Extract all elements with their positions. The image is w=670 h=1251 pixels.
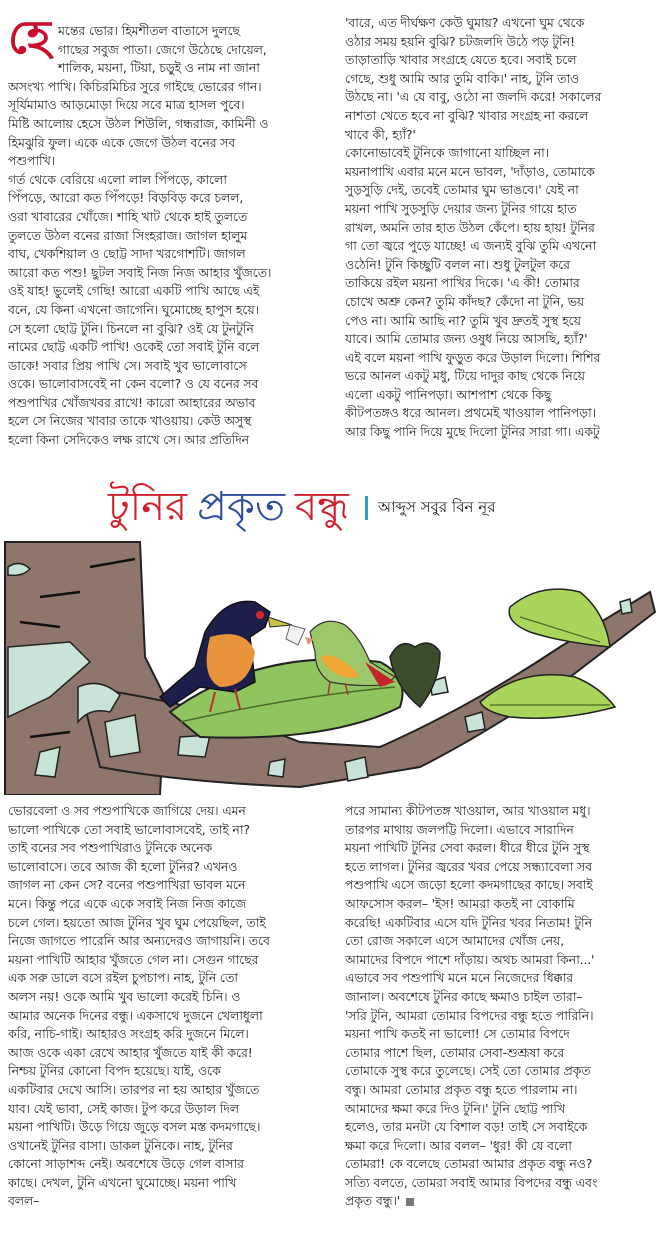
- end-of-article-mark: [406, 1198, 414, 1206]
- author-byline: আব্দুস সবুর বিন নূর: [377, 497, 496, 516]
- text-line: ভরে আনল একটু মধু, টিয়ে দাদুর কাছ থেকে নিয়ে: [345, 368, 585, 384]
- text-line: গা তো জ্বরে পুড়ে যাচ্ছে! এ জন্যই বুঝি তুমি এখনো: [345, 238, 597, 254]
- text-line: ময়না পাখিটি। উড়ে গিয়ে জুড়ে বসল মস্ত কদমগাছে।: [8, 1119, 261, 1135]
- text-line: একটিবার দেখে আসি। তারপর না হয় আহার খুঁজতে: [8, 1081, 260, 1097]
- text-line: বাঘ, খেকশিয়াল ও ছোট্ট সাদা খরগোশটি। জাগল: [8, 246, 246, 262]
- text-line: হলে সে নিজের খাবার তাকে খাওয়ায়। কেউ অসুস্থ: [8, 413, 252, 429]
- text-line: ভোরবেলা ও সব পশুপাখিকে জাগিয়ে দেয়। এমন: [8, 803, 246, 818]
- text-line: গর্ত থেকে বেরিয়ে এলো লাল পিঁপড়ে, কালো: [8, 171, 227, 187]
- text-line: ওঠেনি! টুনি কিচ্ছুটি বলল না। শুধু টুলটুল করে: [345, 256, 570, 272]
- text-line: ময়না পাখিটি টুনির সেবা করল। ধীরে ধীরে টুনি সুস্থ: [345, 840, 590, 856]
- text-line: কোনো সাড়াশব্দ নেই। অবশেষে উড়ে গেল বাসার: [8, 1156, 244, 1172]
- text-line: কাছে। দেখল, টুনি এখনো ঘুমোচ্ছে। ময়না পাখি: [8, 1174, 237, 1190]
- text-line: ভালোবাসে। তবে আজ কী হলো টুনির? এখনও: [8, 858, 238, 874]
- text-line: অসংখ্য পাখি। কিচিরমিচির সুরে গাইছে ভোরের গান।: [8, 78, 262, 94]
- text-line: আমার অনেক দিনের বন্ধু। একসাথে দুজনে খেলাধুলা: [8, 1007, 263, 1023]
- text-line: জাগল না কেন সে? বনের পশুপাখিরা ভাবল মনে: [8, 877, 246, 893]
- column-top-right: [345, 14, 663, 442]
- text-line: হলেও, তার মনটা যে বিশাল বড়! তাই সে সবাইকে: [345, 1119, 588, 1135]
- text-line: জানাল। অবশেষে টুনির কাছে ক্ষমাও চাইল তারা–: [345, 988, 583, 1004]
- text-line: গাছের সবুজ পাতা। জেগে উঠেছে দোয়েল,: [58, 41, 267, 57]
- text-line: সত্যি বলতে, তোমরা সবাই আমার বিপদের বন্ধু এবং: [345, 1174, 598, 1190]
- title-separator: [365, 496, 368, 520]
- text-line: ওঠার সময় হয়নি বুঝি? চটজলদি উঠে পড় টুনি!: [345, 33, 575, 49]
- text-line: বন্ধু। আমরা তোমার প্রকৃত বন্ধু হতে পারলাম না।: [345, 1081, 578, 1097]
- text-line: অলস নয়! ওকে আমি খুব ভালো করেই চিনি। ও: [8, 988, 241, 1004]
- text-line: সুড়সুড়ি দেই, তবেই তোমার ঘুম ভাঙবে।' যেই না: [345, 182, 579, 198]
- text-line: তুলতে উঠল বনের রাজা সিংহরাজ। জাগল হালুম: [8, 227, 248, 243]
- text-line: ওকে। ভালোবাসবেই না কেন বলো? ও যে বনের সব: [8, 376, 259, 392]
- text-line: আমাদের বিপদে পাশে দাঁড়ায়। অথচ আমরা কিনা...': [345, 951, 595, 967]
- text-line: এলো একটু পানিপড়া। আশপাশ থেকে কিছু: [345, 386, 552, 402]
- text-line: নামের ছোট্ট একটি পাখি! ওকেই তো সবাই টুনি বলে: [8, 339, 260, 355]
- story-illustration: [0, 537, 670, 795]
- title-word-3: বন্ধু: [294, 483, 349, 530]
- text-line: চোখে অশ্রু কেন? তুমি কাঁদছ? কেঁদো না টুনি, ভয়: [345, 293, 585, 309]
- text-line: ভালো পাখিকে তো সবাই ভালোবাসবেই, তাই না?: [8, 821, 250, 837]
- text-line: তোমার পাশে ছিল, তোমার সেবা-শুশ্রূষা করে: [345, 1044, 565, 1060]
- text-line: 'বারে, এত দীর্ঘক্ষণ কেউ ঘুমায়? এখনো ঘুম থেকে: [345, 15, 585, 30]
- text-line: মন্তের ভোর। হিমশীতল বাতাসে দুলছে: [58, 23, 240, 38]
- text-line: উঠছে না। 'এ যে বাবু, ওঠো না জলদি করে! সকালের: [345, 89, 602, 105]
- text-line: ওই যাহ! ভুলেই গেছি! আরো একটি পাখি আছে এই: [8, 283, 260, 299]
- text-line: এক সরু ডালে বসে রইল চুপচাপ। নাহ, টুনি তো: [8, 970, 238, 986]
- text-line: নিশ্চয় টুনির কোনো বিপদ হয়েছে। যাই, ওকে: [8, 1063, 221, 1079]
- text-line: তোমরা! কে বলেছে তোমরা আমার প্রকৃত বন্ধু নও?: [345, 1156, 593, 1172]
- text-line: তাড়াতাড়ি খাবার সংগ্রহে যেতে হবে। সবাই চলে: [345, 52, 577, 68]
- title-word-1: টুনির: [108, 483, 188, 530]
- text-line: তাকিয়ে রইল ময়না পাখির দিকে। 'এ কী! তোমার: [345, 275, 580, 291]
- text-line: ওরা খাবারের খোঁজে। শাহি খাট থেকে হাই তুলতে: [8, 208, 248, 224]
- text-line: রাখল, অমনি তার হাত উঠল কেঁপে। হায় হায়! টুনির: [345, 219, 595, 235]
- text-line: সে হলো ছোট্ট টুনি। চিনলে না বুঝি? ওই যে টুনটুনি: [8, 320, 254, 336]
- column-bottom-right: [345, 802, 663, 1211]
- text-line: বলল–: [8, 1193, 40, 1209]
- text-line: হতে লাগল। টুনির জ্বরের খবর পেয়ে সন্ধ্যাবেলা সব: [345, 858, 592, 874]
- text-line: তারপর মাথায় জলপট্টি দিলো। এভাবে সারাদিন: [345, 821, 574, 837]
- column-bottom-left: [8, 802, 326, 1211]
- text-line: তাই বনের সব পশুপাখিরাও টুনিকে অনেক: [8, 840, 213, 856]
- title-word-2: প্রকৃত: [197, 483, 285, 530]
- text-line: যাব। যেই ভাবা, সেই কাজ। টুপ করে উড়াল দিল: [8, 1100, 239, 1116]
- text-line: পশুপাখি।: [8, 153, 55, 169]
- text-line: যাবে। আমি তোমার জন্য ওষুধ নিয়ে আসছি, হ্যাঁ?': [345, 331, 588, 347]
- text-line: আমাদের ক্ষমা করে দিও টুনি।' টুনি ছোট্ট পাখি: [345, 1100, 566, 1116]
- text-line: ক্ষমা করে দিলো। আর বলল– 'ধুর! কী যে বলো: [345, 1137, 572, 1153]
- text-line: ময়না পাখি সুড়সুড়ি দেয়ার জন্য টুনির গায়ে হাত: [345, 200, 577, 216]
- text-line: 'সরি টুনি, আমরা তোমার বিপদের বন্ধু হতে পারিনি।: [345, 1007, 594, 1023]
- text-line: করি, নাচি-গাই। আহারও সংগ্রহ করি দুজনে মিলে।: [8, 1026, 249, 1042]
- text-line: বনে, যে কিনা এখনো জাগেনি। ঘুমোচ্ছে হাপুস হয়ে।: [8, 301, 259, 317]
- text-line: ডাকে! সবার প্রিয় পাখি সে। সবাই খুব ভালোবাসে: [8, 357, 247, 373]
- text-line: করেছি! একটিবার এসে যদি টুনির খবর নিতাম! টুনি: [345, 914, 592, 930]
- text-line: মিষ্টি আলোয় হেসে উঠল শিউলি, গন্ধরাজ, কামিনী ও: [8, 115, 269, 131]
- text-line: হলো কিনা সেদিকেও লক্ষ রাখে সে। আর প্রতিদিন: [8, 432, 249, 448]
- text-line: পশুপাখির খোঁজখবর রাখে! কারো আহারের অভাব: [8, 394, 256, 410]
- column-top-left: [8, 22, 326, 450]
- text-line: আরো কত পশু! ছুটল সবাই নিজ নিজ আহার খুঁজতে।: [8, 264, 272, 280]
- text-line: এভাবে সব পশুপাখি মনে মনে নিজেদের ধিক্কার: [345, 970, 573, 986]
- text-line: হিমঝুরি ফুল। একে একে জেগে উঠল বনের সব: [8, 134, 236, 150]
- text-line: শালিক, ময়না, টিয়া, চড়ুই ও নাম না জানা: [58, 60, 260, 76]
- article-title-row: [108, 480, 496, 536]
- text-line: সূর্যিমামাও আড়মোড়া দিয়ে সবে মাত্র হাসল পুবে।: [8, 97, 245, 113]
- text-line: আফসোস করল– 'ইস! আমরা কতই না বোকামি: [345, 895, 575, 911]
- text-line: পশুপাখি এসে জড়ো হলো কদমগাছের কাছে। সবাই: [345, 877, 593, 893]
- text-line: কোনোভাবেই টুনিকে জাগানো যাচ্ছিল না।: [345, 145, 549, 161]
- text-line: মনে। কিন্তু পরে একে একে সবাই নিজ নিজ কাজে: [8, 895, 247, 911]
- text-line: আজ ওকে একা রেখে আহার খুঁজতে যাই কী করে!: [8, 1044, 253, 1060]
- text-line: চলে গেল। হয়তো আজ টুনির খুব ঘুম পেয়েছিল, তাই: [8, 914, 266, 930]
- text-line: তোমাকে সুস্থ করে তুলেছে। সেই তো তোমার প্রকৃত: [345, 1063, 591, 1079]
- text-line: প্রকৃত বন্ধু।': [345, 1192, 663, 1211]
- text-line: নাশতা খেতে হবে না বুঝি? খাবার সংগ্রহ না করলে: [345, 107, 589, 123]
- text-line: নিজে জাগতে পারেনি আর অন্যদেরও জাগায়নি। তবে: [8, 933, 270, 949]
- text-line: গেছে, শুধু আমি আর তুমি বাকি।' নাহ, টুনি তাও: [345, 70, 580, 86]
- text-line: ময়না পাখি কতই না ভালো! সে তোমার বিপদে: [345, 1026, 570, 1042]
- text-line: তো রোজ সকালে এসে আমাদের খোঁজ নেয়,: [345, 933, 565, 949]
- text-line: পেও না। আমি আছি না? তুমি খুব দ্রুতই সুস্থ হয়ে: [345, 312, 581, 328]
- text-line: এই বলে ময়না পাখি ফুড়ুত করে উড়াল দিলো। শিশির: [345, 349, 601, 365]
- text-line: খাবে কী, হ্যাঁ?': [345, 126, 416, 142]
- text-line: কীটপতঙ্গও ধরে আনল। প্রথমেই খাওয়াল পানিপড়া।: [345, 405, 596, 421]
- text-line: পিঁপড়ে, আরো কত পিঁপড়ে! বিড়বিড় করে চলল,: [8, 190, 244, 206]
- text-line: ময়না পাখিটি আহার খুঁজতে গেল না। সেগুন গাছের: [8, 951, 259, 967]
- text-line: পরে সামান্য কীটপতঙ্গ খাওয়াল, আর খাওয়াল মধু।: [345, 803, 591, 818]
- drop-cap: হে: [8, 10, 51, 64]
- text-line: আর কিছু পানি দিয়ে মুছে দিলো টুনির সারা গা। একটু: [345, 424, 600, 440]
- text-line: ময়নাপাখি এবার মনে মনে ভাবল, 'দাঁড়াও, তোমাকে: [345, 163, 595, 179]
- text-line: ওখানেই টুনির বাসা। ডাকল টুনিকে। নাহ, টুনির: [8, 1137, 233, 1153]
